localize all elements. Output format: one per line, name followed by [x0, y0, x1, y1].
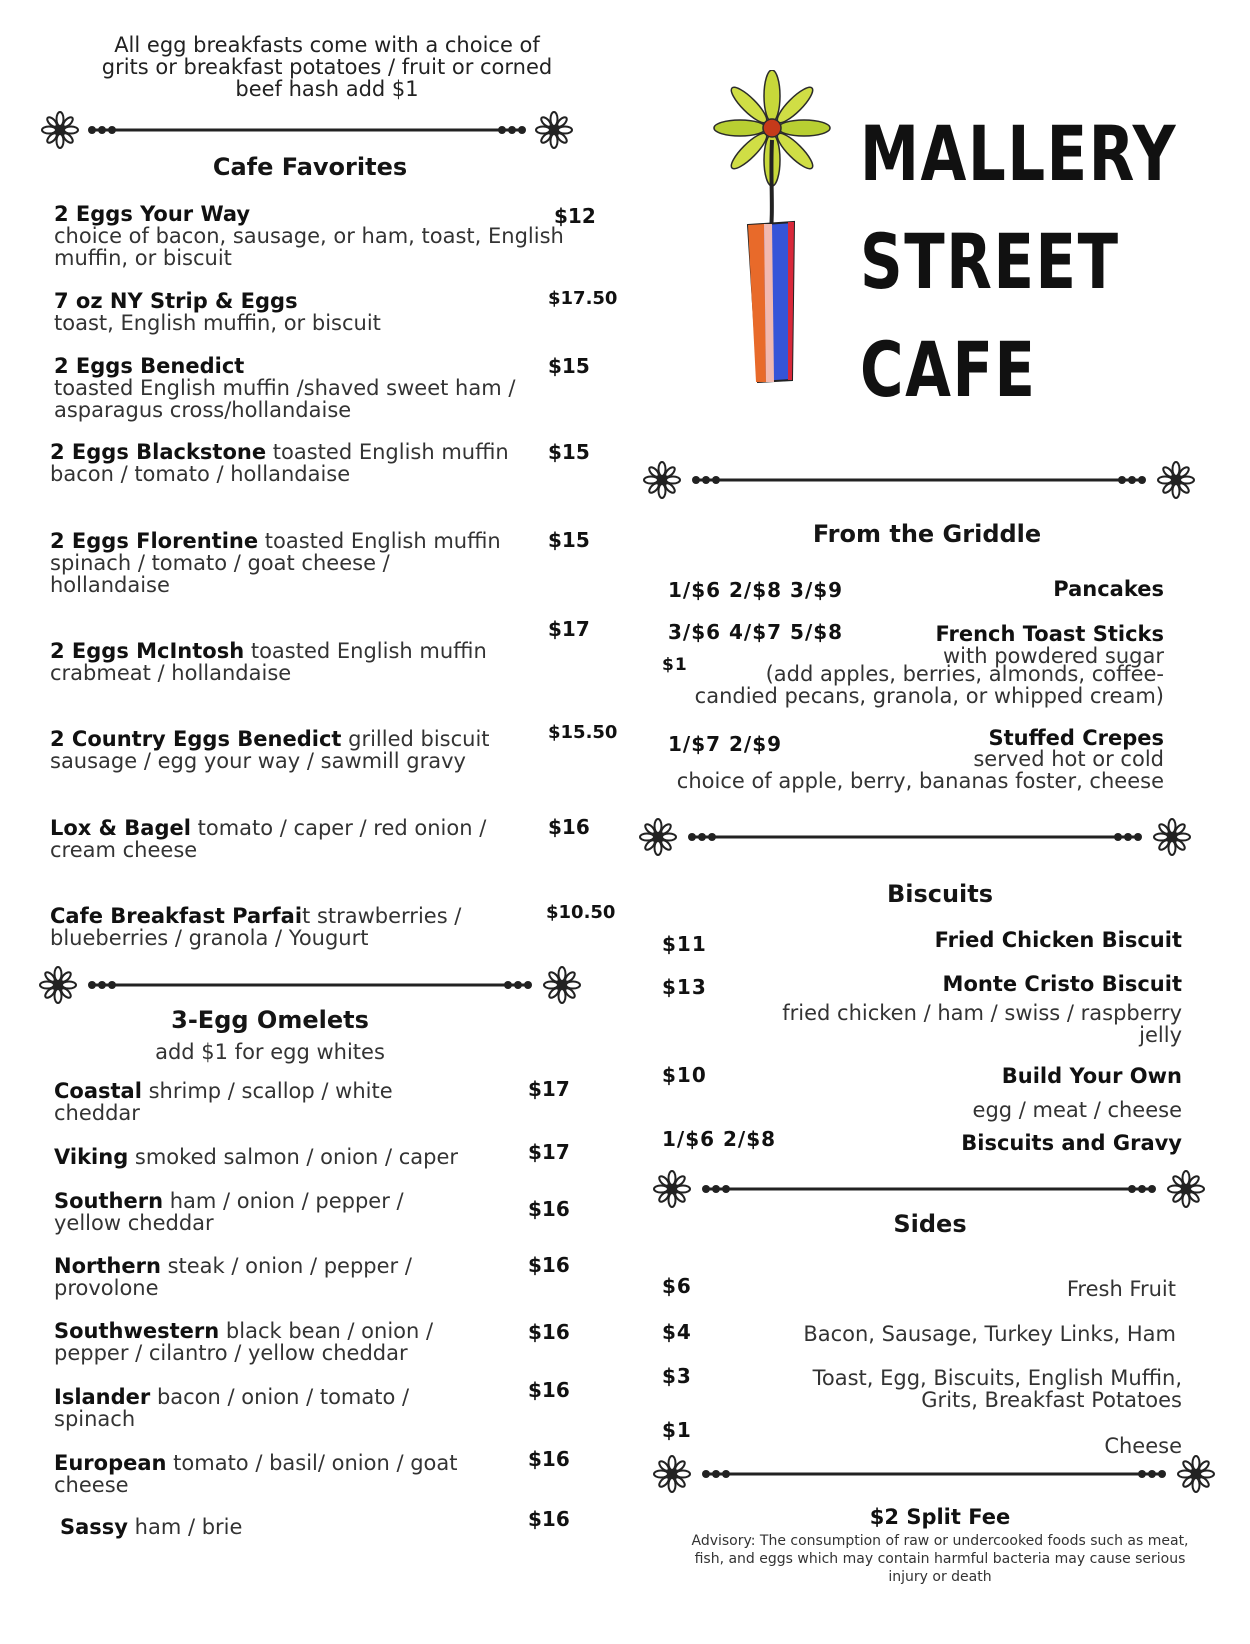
item-desc: toasted English muffin spinach / tomato / goat cheese / hollandaise — [50, 529, 501, 597]
item-desc: smoked salmon / onion / caper — [128, 1145, 459, 1169]
item-price: $4 — [662, 1320, 692, 1344]
crepes-prices: 1/$7 2/$9 — [668, 732, 783, 756]
item-price: $10.50 — [546, 902, 616, 923]
section-title-griddle: From the Griddle — [812, 520, 1042, 548]
item-name: Lox & Bagel — [50, 816, 191, 840]
menu-item — [54, 1255, 454, 1299]
item-name: Monte Cristo Biscuit — [942, 972, 1182, 996]
item-desc: toast, English muffin, or biscuit — [54, 311, 381, 335]
item-desc: shrimp / scallop / white cheddar — [54, 1079, 393, 1125]
item-desc: fried chicken / ham / swiss / raspberry jelly — [782, 1001, 1182, 1047]
side-item: Bacon, Sausage, Turkey Links, Ham — [803, 1322, 1176, 1346]
french-toast-desc2: (add apples, berries, almonds, coffee-candied pecans, granola, or whipped cream) — [694, 662, 1164, 708]
item-desc: toasted English muffin /shaved sweet ham / asparagus cross/hollandaise — [54, 376, 516, 422]
section-title-biscuits: Biscuits — [886, 880, 994, 908]
french-toast-desc1: with powdered sugar — [942, 644, 1164, 668]
menu-item — [54, 1320, 474, 1364]
menu-item — [54, 1146, 494, 1168]
item-price: $15.50 — [548, 722, 618, 743]
ornamental-divider — [634, 460, 1204, 500]
french-toast-addon-price: $1 — [662, 655, 688, 675]
item-price: $17 — [528, 1077, 570, 1101]
menu-item — [54, 1190, 454, 1234]
menu-item — [54, 290, 514, 334]
menu-item — [50, 441, 510, 485]
menu-item — [54, 203, 574, 269]
crepes-desc2: choice of apple, berry, bananas foster, cheese — [676, 769, 1164, 793]
item-name: Build Your Own — [1001, 1064, 1182, 1088]
item-desc: toasted English muffin crabmeat / hollandaise — [50, 639, 487, 685]
item-desc: ham / onion / pepper / yellow cheddar — [54, 1189, 404, 1235]
item-price: $11 — [662, 932, 707, 956]
item-price: $6 — [662, 1274, 692, 1298]
item-price: $16 — [548, 815, 590, 839]
ornamental-divider — [630, 817, 1200, 857]
item-price: $16 — [528, 1320, 570, 1344]
item-price: $13 — [662, 975, 707, 999]
item-name: Coastal — [54, 1079, 142, 1103]
item-desc: grilled biscuit sausage / egg your way / sawmill gravy — [50, 727, 490, 773]
item-price: $16 — [528, 1507, 570, 1531]
item-desc: tomato / basil/ onion / goat cheese — [54, 1451, 458, 1497]
section-title-omelets: 3-Egg Omelets — [171, 1006, 369, 1034]
intro-text: All egg breakfasts come with a choice of grits or breakfast potatoes / fruit or corned beef hash add $1 — [101, 33, 553, 101]
item-name: 2 Eggs Blackstone — [50, 440, 267, 464]
item-name: 2 Country Eggs Benedict — [50, 727, 342, 751]
item-desc: ham / brie — [127, 1515, 243, 1539]
item-name: Stuffed Crepes — [988, 726, 1164, 750]
section-title-cafe-favorites: Cafe Favorites — [212, 153, 408, 181]
advisory-text: Advisory: The consumption of raw or undercooked foods such as meat, fish, and eggs which may contain harmful bacteria may cause serious injury or death — [691, 1533, 1189, 1585]
split-fee: $2 Split Fee — [869, 1505, 1011, 1529]
ornamental-divider — [644, 1169, 1214, 1209]
ornamental-divider — [644, 1454, 1224, 1494]
ornamental-divider — [30, 965, 590, 1005]
side-item: Cheese — [1104, 1434, 1182, 1458]
menu-item — [54, 355, 544, 421]
item-name: French Toast Sticks — [935, 622, 1164, 646]
item-price: $12 — [554, 204, 596, 228]
item-name: Southwestern — [54, 1319, 220, 1343]
menu-item — [850, 1132, 1182, 1154]
menu-item — [850, 1065, 1182, 1087]
item-desc: bacon / onion / tomato / spinach — [54, 1385, 410, 1431]
menu-item — [60, 1516, 460, 1538]
item-price: $15 — [548, 440, 590, 464]
item-price: $16 — [528, 1197, 570, 1221]
menu-item — [50, 817, 520, 861]
item-price: $15 — [548, 528, 590, 552]
item-price: $17.50 — [548, 288, 618, 309]
item-name: Biscuits and Gravy — [961, 1131, 1182, 1155]
french-toast-prices: 3/$6 4/$7 5/$8 — [668, 620, 844, 644]
brand-line-1: MALLERY — [860, 109, 1178, 198]
crepes-desc1: served hot or cold — [973, 747, 1164, 771]
item-name: Northern — [54, 1254, 161, 1278]
menu-item — [50, 640, 510, 684]
item-desc: black bean / onion / pepper / cilantro / yellow cheddar — [54, 1319, 434, 1365]
menu-item — [850, 929, 1182, 951]
item-desc: tomato / caper / red onion / cream cheese — [50, 816, 487, 862]
side-item: Toast, Egg, Biscuits, English Muffin, Grits, Breakfast Potatoes — [812, 1366, 1182, 1412]
item-price: $16 — [528, 1253, 570, 1277]
french-toast-name — [880, 623, 1164, 645]
item-desc: steak / onion / pepper / provolone — [54, 1254, 412, 1300]
item-price: $3 — [662, 1364, 692, 1388]
item-name: Fried Chicken Biscuit — [934, 928, 1182, 952]
item-name: 2 Eggs Florentine — [50, 529, 259, 553]
menu-item — [850, 973, 1182, 995]
pancakes-prices: 1/$6 2/$8 3/$9 — [668, 578, 844, 602]
item-desc: toasted English muffin bacon / tomato / hollandaise — [50, 440, 509, 486]
item-name: 2 Eggs McIntosh — [50, 639, 245, 663]
item-name: 7 oz NY Strip & Eggs — [54, 289, 298, 313]
brand-line-2: STREET — [860, 217, 1120, 306]
item-price: $16 — [528, 1447, 570, 1471]
item-price: $17 — [548, 617, 590, 641]
item-name: Southern — [54, 1189, 164, 1213]
item-price: 1/$6 2/$8 — [662, 1127, 777, 1151]
menu-item — [54, 1452, 484, 1496]
crepes-name — [880, 727, 1164, 749]
item-name: Cafe Breakfast Parfai — [50, 904, 303, 928]
item-desc: t strawberries / blueberries / granola / Yougurt — [50, 904, 462, 950]
menu-item — [50, 530, 510, 596]
item-desc: egg / meat / cheese — [972, 1098, 1182, 1122]
item-name: Pancakes — [1053, 577, 1164, 601]
item-name: 2 Eggs Benedict — [54, 354, 245, 378]
ornamental-divider — [32, 110, 582, 150]
menu-item — [54, 1386, 454, 1430]
side-item: Fresh Fruit — [1066, 1277, 1176, 1301]
item-desc: choice of bacon, sausage, or ham, toast, English muffin, or biscuit — [54, 224, 564, 270]
menu-item — [50, 728, 520, 772]
item-name: European — [54, 1451, 167, 1475]
item-name: 2 Eggs Your Way — [54, 202, 251, 226]
item-price: $17 — [528, 1140, 570, 1164]
item-name: Islander — [54, 1385, 151, 1409]
menu-item — [50, 905, 520, 949]
omelets-subtitle: add $1 for egg whites — [155, 1040, 385, 1064]
section-title-sides: Sides — [893, 1210, 967, 1238]
flower-vase-logo — [700, 70, 850, 410]
pancakes-name — [900, 578, 1164, 600]
item-price: $15 — [548, 354, 590, 378]
item-price: $10 — [662, 1063, 707, 1087]
item-price: $1 — [662, 1418, 692, 1442]
menu-item — [54, 1080, 454, 1124]
item-name: Sassy — [60, 1515, 128, 1539]
item-name: Viking — [54, 1145, 129, 1169]
item-price: $16 — [528, 1378, 570, 1402]
brand-line-3: CAFE — [860, 325, 1037, 414]
